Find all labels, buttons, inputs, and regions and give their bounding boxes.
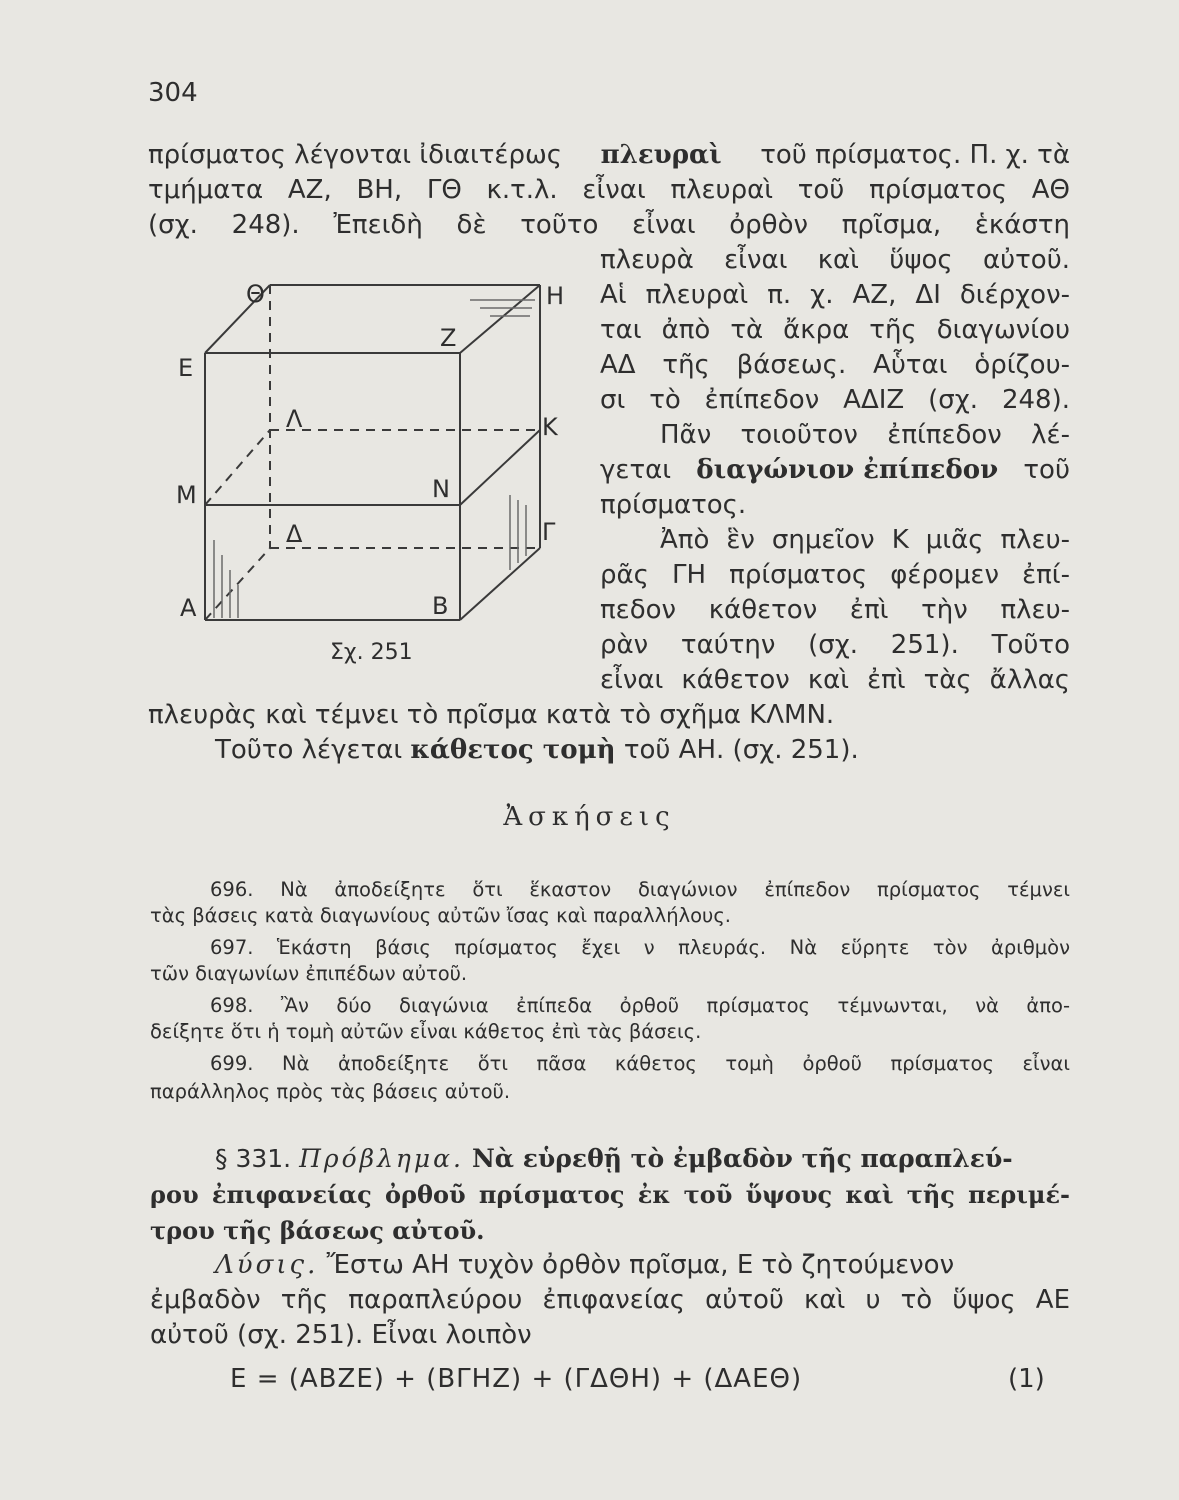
label-nu: Ν (432, 475, 450, 503)
edge-ZH (460, 285, 540, 353)
equation: Ε = (ΑΒΖΕ) + (ΒΓΗΖ) + (ΓΔΘΗ) + (ΔΑΕΘ) (230, 1364, 803, 1394)
edge-BG (460, 548, 540, 620)
section-label: Πρόβλημα. (299, 1144, 464, 1173)
exercise-698-line2: δείξητε ὅτι ἡ τομὴ αὐτῶν εἶναι κάθετος ἐπὶ τὰς βάσεις. (150, 1020, 702, 1043)
label-gamma: Γ (542, 518, 556, 546)
figure-caption: Σχ. 251 (330, 640, 413, 665)
text-line: ρᾶς ΓΗ πρίσματος φέρομεν ἐπί- (600, 560, 1070, 590)
prism-figure (170, 280, 590, 640)
edge-NK (460, 430, 540, 505)
text-line: Τοῦτο λέγεται κάθετος τομὴ τοῦ ΑΗ. (σχ. 251). (215, 735, 859, 765)
text-line: Πᾶν τοιοῦτον ἐπίπεδον λέ- (660, 420, 1070, 450)
text-line: σι τὸ ἐπίπεδον ΑΔΙΖ (σχ. 248). (600, 385, 1070, 415)
text-line: Αἱ πλευραὶ π. χ. ΑΖ, ΔΙ διέρχον- (600, 280, 1070, 310)
exercise-697-line2: τῶν διαγωνίων ἐπιπέδων αὐτοῦ. (150, 962, 468, 985)
section-title-line1: § 331. Πρόβλημα. Νὰ εὑρεθῇ τὸ ἐμβαδὸν τῆς παραπλεύ- (215, 1144, 1013, 1173)
text-line: γεται διαγώνιον ἐπίπεδον τοῦ (600, 455, 1070, 485)
solution-line3: αὐτοῦ (σχ. 251). Εἶναι λοιπὸν (150, 1320, 532, 1350)
text-line: πλευρὰ εἶναι καὶ ὕψος αὐτοῦ. (600, 245, 1070, 275)
page-number: 304 (148, 78, 198, 108)
exercise-699-line1: 699. Νὰ ἀποδείξητε ὅτι πᾶσα κάθετος τομὴ ὀρθοῦ πρίσματος εἶναι (210, 1052, 1070, 1075)
text-line: πρίσματος. (600, 490, 747, 520)
label-zeta: Ζ (440, 324, 457, 352)
section-number: § 331. (215, 1144, 292, 1173)
label-alpha: Α (180, 594, 197, 622)
label-theta: Θ (246, 280, 265, 308)
label-lambda: Λ (286, 405, 303, 433)
text-line: Ἀπὸ ἓν σημεῖον Κ μιᾶς πλευ- (660, 525, 1070, 555)
label-delta: Δ (286, 520, 303, 548)
solution-line2: ἐμβαδὸν τῆς παραπλεύρου ἐπιφανείας αὐτοῦ καὶ υ τὸ ὕψος ΑΕ (150, 1285, 1070, 1315)
section-title-line2: ρου ἐπιφανείας ὀρθοῦ πρίσματος ἐκ τοῦ ὕψους καὶ τῆς περιμέ- (150, 1180, 1070, 1209)
exercise-697-line1: 697. Ἑκάστη βάσις πρίσματος ἔχει ν πλευράς. Νὰ εὕρητε τὸν ἀριθμὸν (210, 936, 1070, 959)
label-mu: Μ (176, 481, 197, 509)
term-pleurai: πλευραὶ (600, 140, 722, 170)
hidden-edge-ML (205, 430, 270, 505)
label-eta: Η (546, 282, 565, 310)
text-line: πλευρὰς καὶ τέμνει τὸ πρῖσμα κατὰ τὸ σχῆμα ΚΛΜΝ. (148, 700, 835, 730)
text-line: ΑΔ τῆς βάσεως. Αὗται ὁρίζου- (600, 350, 1070, 380)
text-line: πεδον κάθετον ἐπὶ τὴν πλευ- (600, 595, 1070, 625)
text-line: πρίσματος λέγονται ἰδιαιτέρως πλευραὶ τοῦ πρίσματος. Π. χ. τὰ (148, 140, 1070, 170)
equation-number: (1) (1008, 1364, 1045, 1394)
label-kappa: Κ (542, 413, 558, 441)
term-perpendicular-section: κάθετος τομὴ (410, 735, 616, 765)
solution-line1: Λύσις. Ἔστω ΑΗ τυχὸν ὀρθὸν πρῖσμα, Ε τὸ ζητούμενον (215, 1250, 955, 1280)
solution-label: Λύσις. (215, 1250, 319, 1280)
exercise-696-line1: 696. Νὰ ἀποδείξητε ὅτι ἕκαστον διαγώνιον ἐπίπεδον πρίσματος τέμνει (210, 878, 1070, 901)
label-beta: Β (432, 592, 449, 620)
text-line: ται ἀπὸ τὰ ἄκρα τῆς διαγωνίου (600, 315, 1070, 345)
exercise-696-line2: τὰς βάσεις κατὰ διαγωνίους αὐτῶν ἴσας καὶ παραλλήλους. (150, 904, 731, 927)
text-line: ρὰν ταύτην (σχ. 251). Τοῦτο (600, 630, 1070, 660)
label-epsilon: Ε (178, 354, 194, 382)
exercise-699-line2: παράλληλος πρὸς τὰς βάσεις αὐτοῦ. (150, 1080, 511, 1103)
exercises-heading: Ἀσκήσεις (503, 802, 676, 832)
section-title-line3: τρου τῆς βάσεως αὐτοῦ. (150, 1216, 485, 1245)
text-line: εἶναι κάθετον καὶ ἐπὶ τὰς ἄλλας (600, 665, 1070, 695)
text-line: τμήματα ΑΖ, ΒΗ, ΓΘ κ.τ.λ. εἶναι πλευραὶ τοῦ πρίσματος ΑΘ (148, 175, 1070, 205)
text-line: (σχ. 248). Ἐπειδὴ δὲ τοῦτο εἶναι ὀρθὸν πρῖσμα, ἑκάστη (148, 210, 1070, 240)
exercise-698-line1: 698. Ἂν δύο διαγώνια ἐπίπεδα ὀρθοῦ πρίσματος τέμνωνται, νὰ ἀπο- (210, 994, 1070, 1017)
term-diagonal-plane: διαγώνιον ἐπίπεδον (696, 455, 999, 485)
